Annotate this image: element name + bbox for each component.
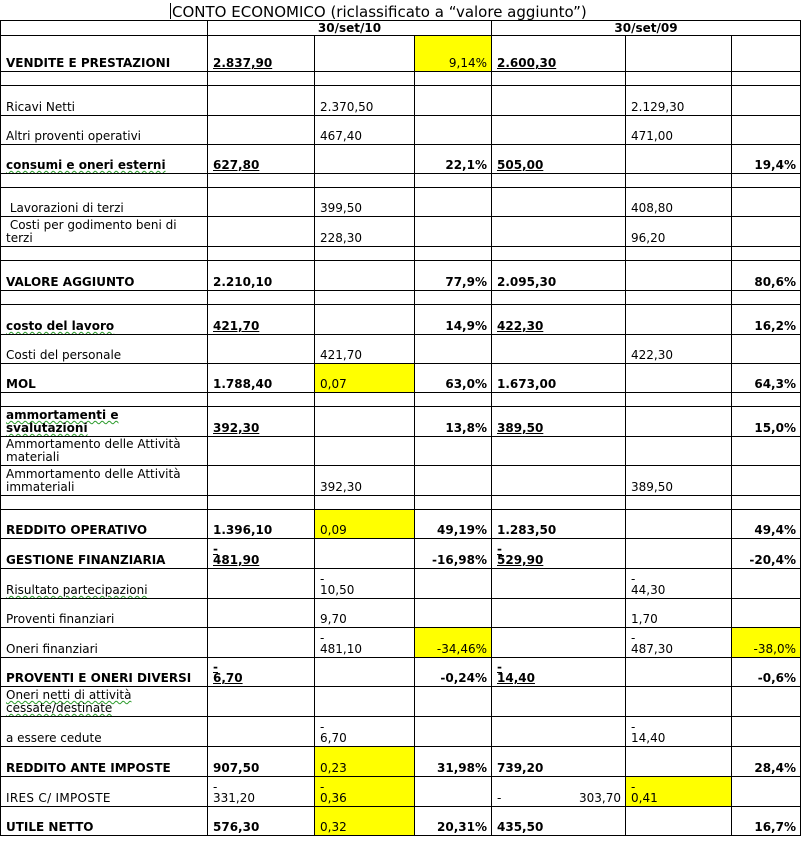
value-2009 [492, 466, 626, 496]
row-label: GESTIONE FINANZIARIA [1, 539, 208, 569]
detail-2010: - 0,36 [315, 777, 415, 807]
row-label: Risultato partecipazioni [1, 569, 208, 599]
value-2010 [208, 335, 315, 364]
table-row [1, 86, 801, 116]
detail-2010 [315, 36, 415, 72]
value-2009 [492, 335, 626, 364]
value-2010: 392,30 [208, 407, 315, 437]
table-row [1, 628, 801, 658]
table-row [1, 466, 801, 496]
percent-2009: 16,7% [732, 807, 801, 836]
table-row [1, 188, 801, 217]
percent-2010: 14,9% [415, 305, 492, 335]
detail-2009 [626, 658, 732, 687]
income-statement-table [0, 20, 801, 836]
percent-2009: -38,0% [732, 628, 801, 658]
detail-2009: 471,00 [626, 116, 732, 145]
row-label: IRES C/ IMPOSTE [1, 777, 208, 807]
percent-2009 [732, 86, 801, 116]
detail-2009 [626, 510, 732, 539]
row-label: MOL [1, 364, 208, 393]
detail-2010: - 6,70 [315, 717, 415, 747]
row-label: Ammortamento delle Attività materiali [1, 437, 208, 466]
percent-2010 [415, 599, 492, 628]
value-2009 [492, 86, 626, 116]
spacer-row [1, 247, 801, 261]
row-label: a essere cedute [1, 717, 208, 747]
header-row [1, 21, 801, 36]
percent-2009 [732, 599, 801, 628]
row-label: Oneri finanziari [1, 628, 208, 658]
detail-2009 [626, 807, 732, 836]
value-2010 [208, 599, 315, 628]
table-row [1, 539, 801, 569]
table-row [1, 807, 801, 836]
table-row [1, 510, 801, 539]
row-label: ammortamenti e svalutazioni [1, 407, 208, 437]
row-label: Ammortamento delle Attività immateriali [1, 466, 208, 496]
percent-2009 [732, 569, 801, 599]
detail-2010: 228,30 [315, 217, 415, 247]
table-row [1, 217, 801, 247]
detail-2009: - 0,41 [626, 777, 732, 807]
value-2009: 1.283,50 [492, 510, 626, 539]
detail-2009 [626, 407, 732, 437]
percent-2009 [732, 687, 801, 717]
percent-2010 [415, 437, 492, 466]
percent-2010 [415, 188, 492, 217]
percent-2010 [415, 569, 492, 599]
row-label: consumi e oneri esterni [1, 145, 208, 174]
detail-2009 [626, 747, 732, 777]
percent-2010 [415, 217, 492, 247]
detail-2009: 96,20 [626, 217, 732, 247]
value-2009 [492, 116, 626, 145]
detail-2010 [315, 658, 415, 687]
detail-2010: 399,50 [315, 188, 415, 217]
value-2009: 1.673,00 [492, 364, 626, 393]
detail-2010: 0,23 [315, 747, 415, 777]
detail-2009 [626, 305, 732, 335]
value-2010: 1.788,40 [208, 364, 315, 393]
value-2009 [492, 437, 626, 466]
table-row [1, 437, 801, 466]
percent-2009: 64,3% [732, 364, 801, 393]
value-2009: - 14,40 [492, 658, 626, 687]
percent-2010 [415, 86, 492, 116]
table-row [1, 116, 801, 145]
percent-2010: 13,8% [415, 407, 492, 437]
percent-2009: 19,4% [732, 145, 801, 174]
detail-2009: - 487,30 [626, 628, 732, 658]
table-row [1, 145, 801, 174]
value-2010 [208, 86, 315, 116]
value-2009 [492, 687, 626, 717]
percent-2010 [415, 116, 492, 145]
spacer-row [1, 72, 801, 86]
value-2009: 2.600,30 [492, 36, 626, 72]
detail-2010: - 10,50 [315, 569, 415, 599]
value-2010: 907,50 [208, 747, 315, 777]
row-label: Costi del personale [1, 335, 208, 364]
detail-2010 [315, 305, 415, 335]
value-2010: - 331,20 [208, 777, 315, 807]
percent-2010: 9,14% [415, 36, 492, 72]
percent-2009: 80,6% [732, 261, 801, 291]
value-2009: 435,50 [492, 807, 626, 836]
detail-2009: 2.129,30 [626, 86, 732, 116]
percent-2009 [732, 116, 801, 145]
percent-2009 [732, 36, 801, 72]
spacer-row [1, 393, 801, 407]
percent-2009: 15,0% [732, 407, 801, 437]
value-2010 [208, 466, 315, 496]
percent-2009 [732, 217, 801, 247]
detail-2010: 9,70 [315, 599, 415, 628]
detail-2009 [626, 364, 732, 393]
detail-2010: 421,70 [315, 335, 415, 364]
value-2010 [208, 188, 315, 217]
detail-2009: - 14,40 [626, 717, 732, 747]
detail-2009: 422,30 [626, 335, 732, 364]
detail-2009 [626, 36, 732, 72]
page-title: CONTO ECONOMICO (riclassificato a “valore aggiunto”) [172, 3, 587, 21]
value-2010: 421,70 [208, 305, 315, 335]
percent-2009 [732, 717, 801, 747]
row-label: Proventi finanziari [1, 599, 208, 628]
percent-2010: 63,0% [415, 364, 492, 393]
table-row [1, 569, 801, 599]
percent-2009: 28,4% [732, 747, 801, 777]
spacer-row [1, 496, 801, 510]
detail-2009 [626, 687, 732, 717]
row-label: VALORE AGGIUNTO [1, 261, 208, 291]
value-2010 [208, 628, 315, 658]
percent-2009 [732, 777, 801, 807]
value-2010 [208, 717, 315, 747]
value-2009: 422,30 [492, 305, 626, 335]
percent-2009 [732, 188, 801, 217]
row-label: Ricavi Netti [1, 86, 208, 116]
detail-2009 [626, 539, 732, 569]
detail-2010 [315, 687, 415, 717]
value-2009: 739,20 [492, 747, 626, 777]
spacer-row [1, 174, 801, 188]
detail-2010 [315, 145, 415, 174]
detail-2010: 392,30 [315, 466, 415, 496]
detail-2010: 467,40 [315, 116, 415, 145]
row-label: Altri proventi operativi [1, 116, 208, 145]
value-2010: 2.837,90 [208, 36, 315, 72]
percent-2009 [732, 335, 801, 364]
detail-2010 [315, 261, 415, 291]
row-label: costo del lavoro [1, 305, 208, 335]
percent-2009 [732, 466, 801, 496]
row-label: PROVENTI E ONERI DIVERSI [1, 658, 208, 687]
row-label: Costi per godimento beni di terzi [1, 217, 208, 247]
period-2009-header: 30/set/09 [492, 21, 801, 36]
value-2009: - 529,90 [492, 539, 626, 569]
percent-2009: -0,6% [732, 658, 801, 687]
value-2009 [492, 599, 626, 628]
value-2009: - 303,70 [492, 777, 626, 807]
percent-2010 [415, 717, 492, 747]
row-label: REDDITO OPERATIVO [1, 510, 208, 539]
value-2010 [208, 687, 315, 717]
detail-2009 [626, 145, 732, 174]
value-2009 [492, 717, 626, 747]
percent-2010: 49,19% [415, 510, 492, 539]
table-row [1, 364, 801, 393]
spacer-row [1, 291, 801, 305]
value-2010: - 481,90 [208, 539, 315, 569]
value-2010 [208, 569, 315, 599]
detail-2010: 0,32 [315, 807, 415, 836]
detail-2009: 389,50 [626, 466, 732, 496]
percent-2009: 16,2% [732, 305, 801, 335]
table-row [1, 261, 801, 291]
row-label: Lavorazioni di terzi [1, 188, 208, 217]
percent-2009: 49,4% [732, 510, 801, 539]
detail-2010: 0,09 [315, 510, 415, 539]
table-row [1, 747, 801, 777]
percent-2009 [732, 437, 801, 466]
row-label: REDDITO ANTE IMPOSTE [1, 747, 208, 777]
percent-2010 [415, 777, 492, 807]
percent-2010: 22,1% [415, 145, 492, 174]
row-label: UTILE NETTO [1, 807, 208, 836]
value-2010 [208, 217, 315, 247]
detail-2010: 0,07 [315, 364, 415, 393]
table-row [1, 687, 801, 717]
value-2009: 2.095,30 [492, 261, 626, 291]
percent-2010: -34,46% [415, 628, 492, 658]
detail-2009 [626, 437, 732, 466]
value-2009 [492, 628, 626, 658]
period-2010-header: 30/set/10 [208, 21, 492, 36]
percent-2010: -0,24% [415, 658, 492, 687]
row-label: VENDITE E PRESTAZIONI [1, 36, 208, 72]
percent-2010: 77,9% [415, 261, 492, 291]
value-2010: 1.396,10 [208, 510, 315, 539]
table-row [1, 335, 801, 364]
percent-2010: 31,98% [415, 747, 492, 777]
percent-2010: 20,31% [415, 807, 492, 836]
value-2009: 505,00 [492, 145, 626, 174]
value-2009 [492, 217, 626, 247]
table-row [1, 777, 801, 807]
detail-2010 [315, 539, 415, 569]
percent-2009: -20,4% [732, 539, 801, 569]
value-2010: 627,80 [208, 145, 315, 174]
detail-2009: 1,70 [626, 599, 732, 628]
value-2009 [492, 188, 626, 217]
table-row [1, 658, 801, 687]
table-row [1, 599, 801, 628]
table-row [1, 407, 801, 437]
detail-2010: - 481,10 [315, 628, 415, 658]
value-2009 [492, 569, 626, 599]
value-2009: 389,50 [492, 407, 626, 437]
percent-2010 [415, 466, 492, 496]
percent-2010 [415, 335, 492, 364]
value-2010: 576,30 [208, 807, 315, 836]
detail-2010 [315, 407, 415, 437]
detail-2010: 2.370,50 [315, 86, 415, 116]
value-2010: 2.210,10 [208, 261, 315, 291]
row-label: Oneri netti di attività cessate/destinate [1, 687, 208, 717]
detail-2010 [315, 437, 415, 466]
table-row [1, 36, 801, 72]
detail-2009: - 44,30 [626, 569, 732, 599]
value-2010: - 6,70 [208, 658, 315, 687]
value-2010 [208, 437, 315, 466]
percent-2010 [415, 687, 492, 717]
table-row [1, 305, 801, 335]
percent-2010: -16,98% [415, 539, 492, 569]
table-row [1, 717, 801, 747]
header-empty [1, 21, 208, 36]
value-2010 [208, 116, 315, 145]
detail-2009 [626, 261, 732, 291]
detail-2009: 408,80 [626, 188, 732, 217]
